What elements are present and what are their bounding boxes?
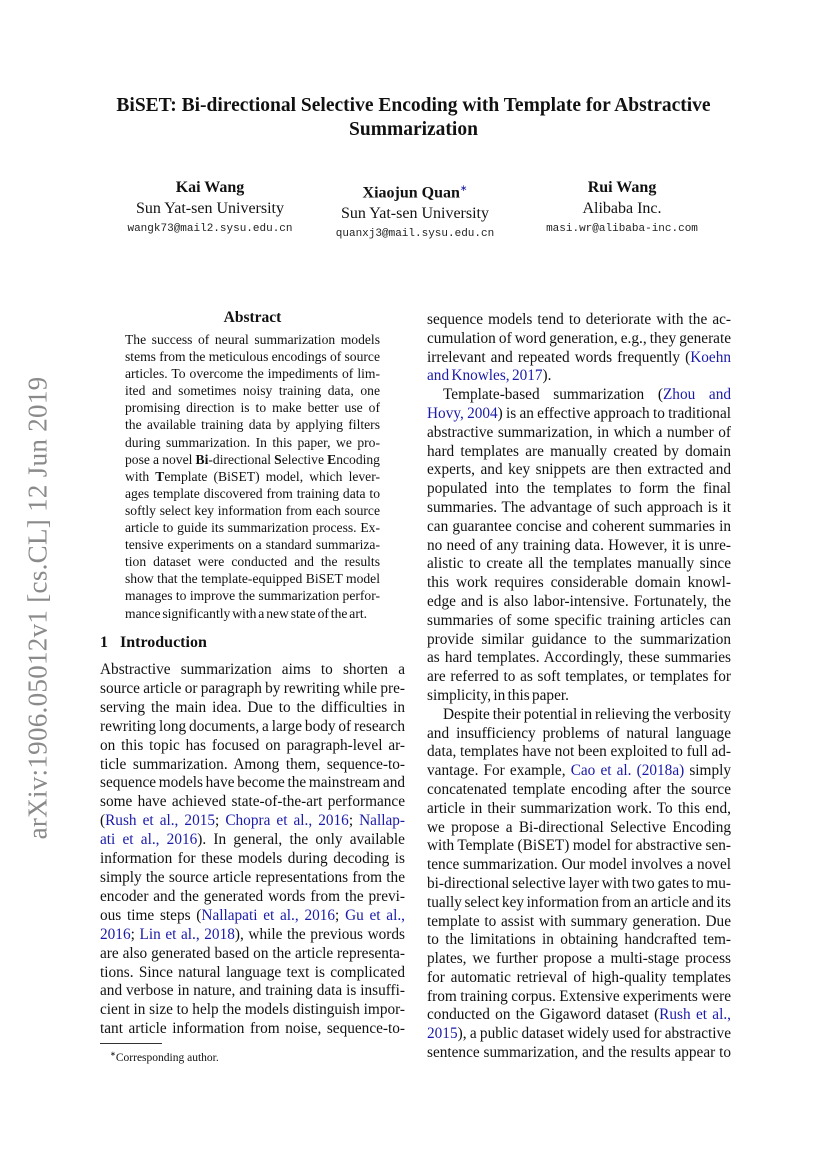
text-segment: populated into the templates to form the final [427, 480, 731, 498]
text-segment: and verbose in nature, and training data is insuffi- [100, 982, 405, 1000]
text-line [427, 687, 731, 706]
citation-link[interactable]: Lin et al., 2018 [139, 925, 235, 943]
text-segment: for automatic retrieval of high-quality templates [427, 968, 731, 986]
author-affiliation: Alibaba Inc. [582, 200, 662, 217]
paper-title [60, 94, 767, 142]
text-line [100, 718, 405, 737]
text-line [125, 451, 380, 468]
text-segment: ited and sometimes noisy training data, one [125, 383, 380, 399]
text-segment: sequence models tend to deteriorate with the ac- [427, 311, 731, 328]
citation-link[interactable]: Zhou and [662, 386, 731, 404]
text-line [125, 519, 380, 536]
text-segment: sentence summarization, and the results appear to [427, 1044, 731, 1062]
text-line [100, 1001, 405, 1020]
text-line [427, 593, 731, 612]
text-segment: tensive experiments on a standard summariza- [125, 537, 380, 553]
text-segment: ). In general, the only available [197, 831, 405, 849]
text-line [427, 461, 731, 480]
text-segment: tant article information from noise, sequence-to- [100, 1020, 405, 1038]
text-line [125, 399, 380, 416]
title-line: Summarization [349, 119, 478, 140]
text-line [427, 875, 731, 894]
text-line [125, 553, 380, 570]
text-line [427, 800, 731, 819]
text-segment: during summarization. In this paper, we pro- [125, 434, 380, 450]
right-column-text [427, 311, 731, 1063]
text-segment: some have achieved state-of-the-art performance [100, 793, 405, 811]
text-segment: from training corpus. Extensive experiments were [427, 987, 731, 1005]
text-segment: ticle summarization. Among them, sequence-to- [100, 755, 405, 773]
text-segment: ages template discovered from training data to [125, 485, 380, 501]
text-segment: cumulation of word generation, e.g., they generate [427, 329, 731, 347]
text-segment: elective [281, 451, 328, 467]
text-segment: are also generated based on the article representa- [100, 944, 405, 962]
text-segment: this work requires considerable domain knowl- [427, 574, 731, 592]
author-name: Xiaojun Quan [362, 184, 460, 202]
citation-link[interactable]: Nallap- [359, 812, 405, 830]
text-line [427, 1044, 731, 1063]
text-segment: summaries of some specific training articles can [427, 611, 731, 629]
text-line [427, 1006, 731, 1025]
text-line [100, 831, 405, 850]
text-segment: ous time steps ( [100, 906, 202, 924]
text-line [427, 555, 731, 574]
text-segment: summaries. The advantage of such approach is it [427, 498, 731, 516]
text-line [427, 725, 731, 744]
text-line [100, 907, 405, 926]
text-segment: Template-based summarization ( [443, 386, 663, 404]
text-line [427, 837, 731, 856]
section-number: 1 [100, 634, 108, 651]
text-segment: articles. To overcome the impediments of lim- [125, 366, 380, 382]
text-line [125, 468, 380, 485]
text-segment: manages to improve the summarization perfor- [125, 588, 380, 604]
footnote [110, 1047, 219, 1065]
text-segment: can guarantee concise and coherent summaries in [427, 517, 731, 535]
text-segment: ; [130, 925, 140, 943]
text-segment: source article or paragraph by rewriting while pre- [100, 679, 405, 697]
citation-link[interactable]: Rush et al., 2015 [105, 812, 216, 830]
text-segment: experts, and key snippets are then extracted and [427, 461, 731, 479]
citation-link[interactable]: 2016 [100, 925, 131, 943]
abstract-heading: Abstract [223, 309, 282, 326]
text-line [125, 536, 380, 553]
text-segment: The success of neural summarization models [125, 332, 380, 347]
text-line [427, 443, 731, 462]
author-email: quanxj3@mail.sysu.edu.cn [335, 228, 495, 241]
text-segment: bi-directional selective layer with two gates to mu- [427, 874, 731, 892]
author-affiliation: Sun Yat-sen University [340, 205, 489, 223]
text-segment: ), while the previous words [234, 925, 405, 943]
author-block [110, 178, 310, 240]
text-segment: ; [348, 812, 360, 830]
text-segment: we propose a Bi-directional Selective Encoding [427, 818, 731, 836]
text-segment: on this topic has focused on paragraph-level ar- [100, 736, 405, 754]
text-line [125, 502, 380, 519]
text-segment: show that the template-equipped BiSET model [125, 571, 380, 587]
text-line [427, 969, 731, 988]
citation-link[interactable]: Rush et al., [659, 1006, 731, 1024]
text-segment: no need of any training data. However, it is unre- [427, 536, 731, 554]
text-line [125, 434, 380, 451]
bold-letter: E [327, 451, 337, 467]
citation-link[interactable]: Nallapati et al., 2016 [201, 906, 336, 924]
text-segment: -directional [208, 451, 275, 467]
left-column-text [100, 661, 405, 1039]
text-segment: template to assist with summary generation. Due [427, 912, 731, 930]
text-line [427, 631, 731, 650]
text-line [427, 311, 731, 330]
text-line [125, 605, 380, 622]
text-segment: ; [215, 812, 226, 830]
author-email: wangk73@mail2.sysu.edu.cn [127, 223, 293, 235]
text-segment: softly select key information from each source [125, 502, 380, 518]
text-segment: ; [335, 906, 346, 924]
text-segment: promising direction is to make better use of [125, 400, 380, 416]
text-segment: vantage. For example, [427, 762, 571, 780]
text-line [125, 331, 380, 348]
text-segment: tence summarization. Our model involves a novel [427, 856, 731, 874]
citation-link[interactable]: ati et al., 2016 [100, 831, 198, 849]
text-line [100, 888, 405, 907]
bold-letter: T [155, 468, 165, 484]
text-segment: and insufficiency problems of natural language [427, 724, 731, 742]
text-line [100, 1020, 405, 1039]
text-segment: data, templates have not been exploited to full ad- [427, 743, 731, 761]
text-segment: tion dataset were conducted and the results [125, 554, 380, 570]
footnote-mark[interactable]: ∗ [459, 183, 468, 193]
text-segment: sequence models have become the mainstream and [100, 774, 405, 792]
abstract-body [125, 331, 380, 622]
text-segment: with [125, 468, 156, 484]
author-block [315, 178, 515, 245]
text-segment: ), a public dataset widely used for abstractive [457, 1025, 731, 1043]
text-line [427, 743, 731, 762]
text-segment: ( [100, 812, 106, 830]
text-line [100, 737, 405, 756]
text-line [100, 756, 405, 775]
text-line [427, 706, 731, 725]
title-line: BiSET: Bi-directional Selective Encoding with Template for Abstractive [116, 95, 711, 116]
text-segment: cient in size to help the models distinguish impor- [100, 1001, 405, 1019]
text-segment: Despite their potential in relieving the verbosity [443, 705, 731, 723]
text-line [427, 574, 731, 593]
text-segment: tions. Since natural language text is complicated [100, 963, 405, 981]
bold-letter: S [274, 451, 282, 467]
text-segment: conducted on the Gigaword dataset ( [427, 1006, 660, 1024]
text-line [427, 950, 731, 969]
text-line [427, 649, 731, 668]
text-line [100, 964, 405, 983]
text-line [100, 774, 405, 793]
author-name: Rui Wang [587, 179, 657, 196]
text-segment: with Template (BiSET) model for abstractive sen- [427, 837, 731, 855]
author-affiliation: Sun Yat-sen University [135, 200, 284, 217]
text-line [427, 612, 731, 631]
text-segment: rewriting long documents, a large body of research [100, 717, 405, 735]
footnote-rule [100, 1043, 162, 1044]
citation-link[interactable]: Hovy, 2004 [427, 404, 498, 422]
text-line [100, 699, 405, 718]
text-line [100, 812, 405, 831]
text-line [427, 537, 731, 556]
section-heading [100, 633, 207, 652]
text-segment: plates, we further propose a multi-stage process [427, 950, 731, 968]
text-segment: concatenated template encoding after the source [427, 780, 731, 798]
citation-link[interactable]: and Knowles, 2017 [427, 367, 543, 385]
section-title: Introduction [120, 634, 207, 651]
text-line [427, 480, 731, 499]
text-segment: mance significantly with a new state of the art. [125, 605, 368, 621]
author-name: Kai Wang [175, 179, 245, 196]
text-line [427, 386, 731, 405]
citation-link[interactable]: Gu et al., [345, 906, 405, 924]
text-segment: to the limitations in obtaining handcrafted tem- [427, 931, 731, 949]
text-segment: Abstractive summarization aims to shorten a [100, 661, 405, 678]
text-line [125, 485, 380, 502]
text-segment: pose a novel [125, 451, 196, 467]
text-line [427, 668, 731, 687]
footnote-mark: ∗ [110, 1050, 116, 1058]
text-segment: hard templates are manually created by domain [427, 442, 731, 460]
text-line [427, 405, 731, 424]
text-line [125, 416, 380, 433]
text-line [427, 330, 731, 349]
text-line [125, 570, 380, 587]
author-block [522, 178, 722, 240]
text-segment: emplate (BiSET) model, which lever- [164, 468, 380, 484]
text-line [427, 1025, 731, 1044]
text-line [427, 856, 731, 875]
author-email: masi.wr@alibaba-inc.com [546, 223, 698, 235]
text-segment: abstractive summarization, in which a number of [427, 423, 731, 441]
text-segment: serving the main idea. Due to the difficulties in [100, 698, 405, 716]
text-segment: encoder and the generated words from the previ- [100, 887, 405, 905]
text-line [125, 382, 380, 399]
text-segment: information for these models during decoding is [100, 850, 405, 868]
text-line [125, 587, 380, 604]
text-line [100, 850, 405, 869]
text-segment: simply the source article representations from the [100, 868, 405, 886]
text-segment: simply [684, 762, 732, 780]
text-segment: ). [542, 367, 552, 385]
text-line [427, 894, 731, 913]
text-line [427, 913, 731, 932]
text-line [427, 781, 731, 800]
text-segment: ncoding [336, 451, 380, 467]
text-line [100, 661, 405, 680]
text-segment: the available training data by applying filters [125, 417, 380, 433]
arxiv-identifier: arXiv:1906.05012v1 [cs.CL] 12 Jun 2019 [22, 376, 53, 840]
text-line [100, 869, 405, 888]
text-segment: simplicity, in this paper. [427, 686, 569, 704]
text-line [100, 793, 405, 812]
footnote-text: Corresponding author. [115, 1051, 219, 1064]
text-line [100, 680, 405, 699]
citation-link[interactable]: 2015 [427, 1025, 458, 1043]
text-line [100, 945, 405, 964]
bold-letter: Bi [195, 451, 209, 467]
citation-link[interactable]: Cao et al. (2018a) [570, 762, 685, 780]
text-segment: irrelevant and repeated words frequently ( [427, 348, 691, 366]
text-segment: article in their summarization work. To this end, [427, 799, 731, 817]
text-line [427, 931, 731, 950]
text-line [427, 499, 731, 518]
text-segment: alistic to create all the templates manually since [427, 555, 731, 573]
text-line [427, 424, 731, 443]
text-segment: tually select key information from an article and its [427, 893, 731, 911]
text-segment: edge and is also labor-intensive. Fortunately, the [427, 592, 731, 610]
text-line [125, 365, 380, 382]
text-segment: ) is an effective approach to traditional [497, 404, 731, 422]
text-segment: are referred to as soft templates, or templates for [427, 668, 731, 686]
text-line [427, 762, 731, 781]
citation-link[interactable]: Chopra et al., 2016 [225, 812, 349, 830]
text-segment: provide similar guidance to the summarization [427, 630, 731, 648]
citation-link[interactable]: Koehn [690, 348, 731, 366]
text-line [427, 367, 731, 386]
text-segment: article to guide its summarization process. Ex- [125, 520, 380, 536]
text-line [100, 982, 405, 1001]
text-line [427, 819, 731, 838]
text-segment: stems from the meticulous encodings of source [125, 349, 380, 365]
text-line [100, 926, 405, 945]
text-line [427, 518, 731, 537]
text-segment: as hard templates. Accordingly, these summaries [427, 649, 731, 667]
text-line [427, 349, 731, 368]
text-line [125, 348, 380, 365]
text-line [427, 988, 731, 1007]
